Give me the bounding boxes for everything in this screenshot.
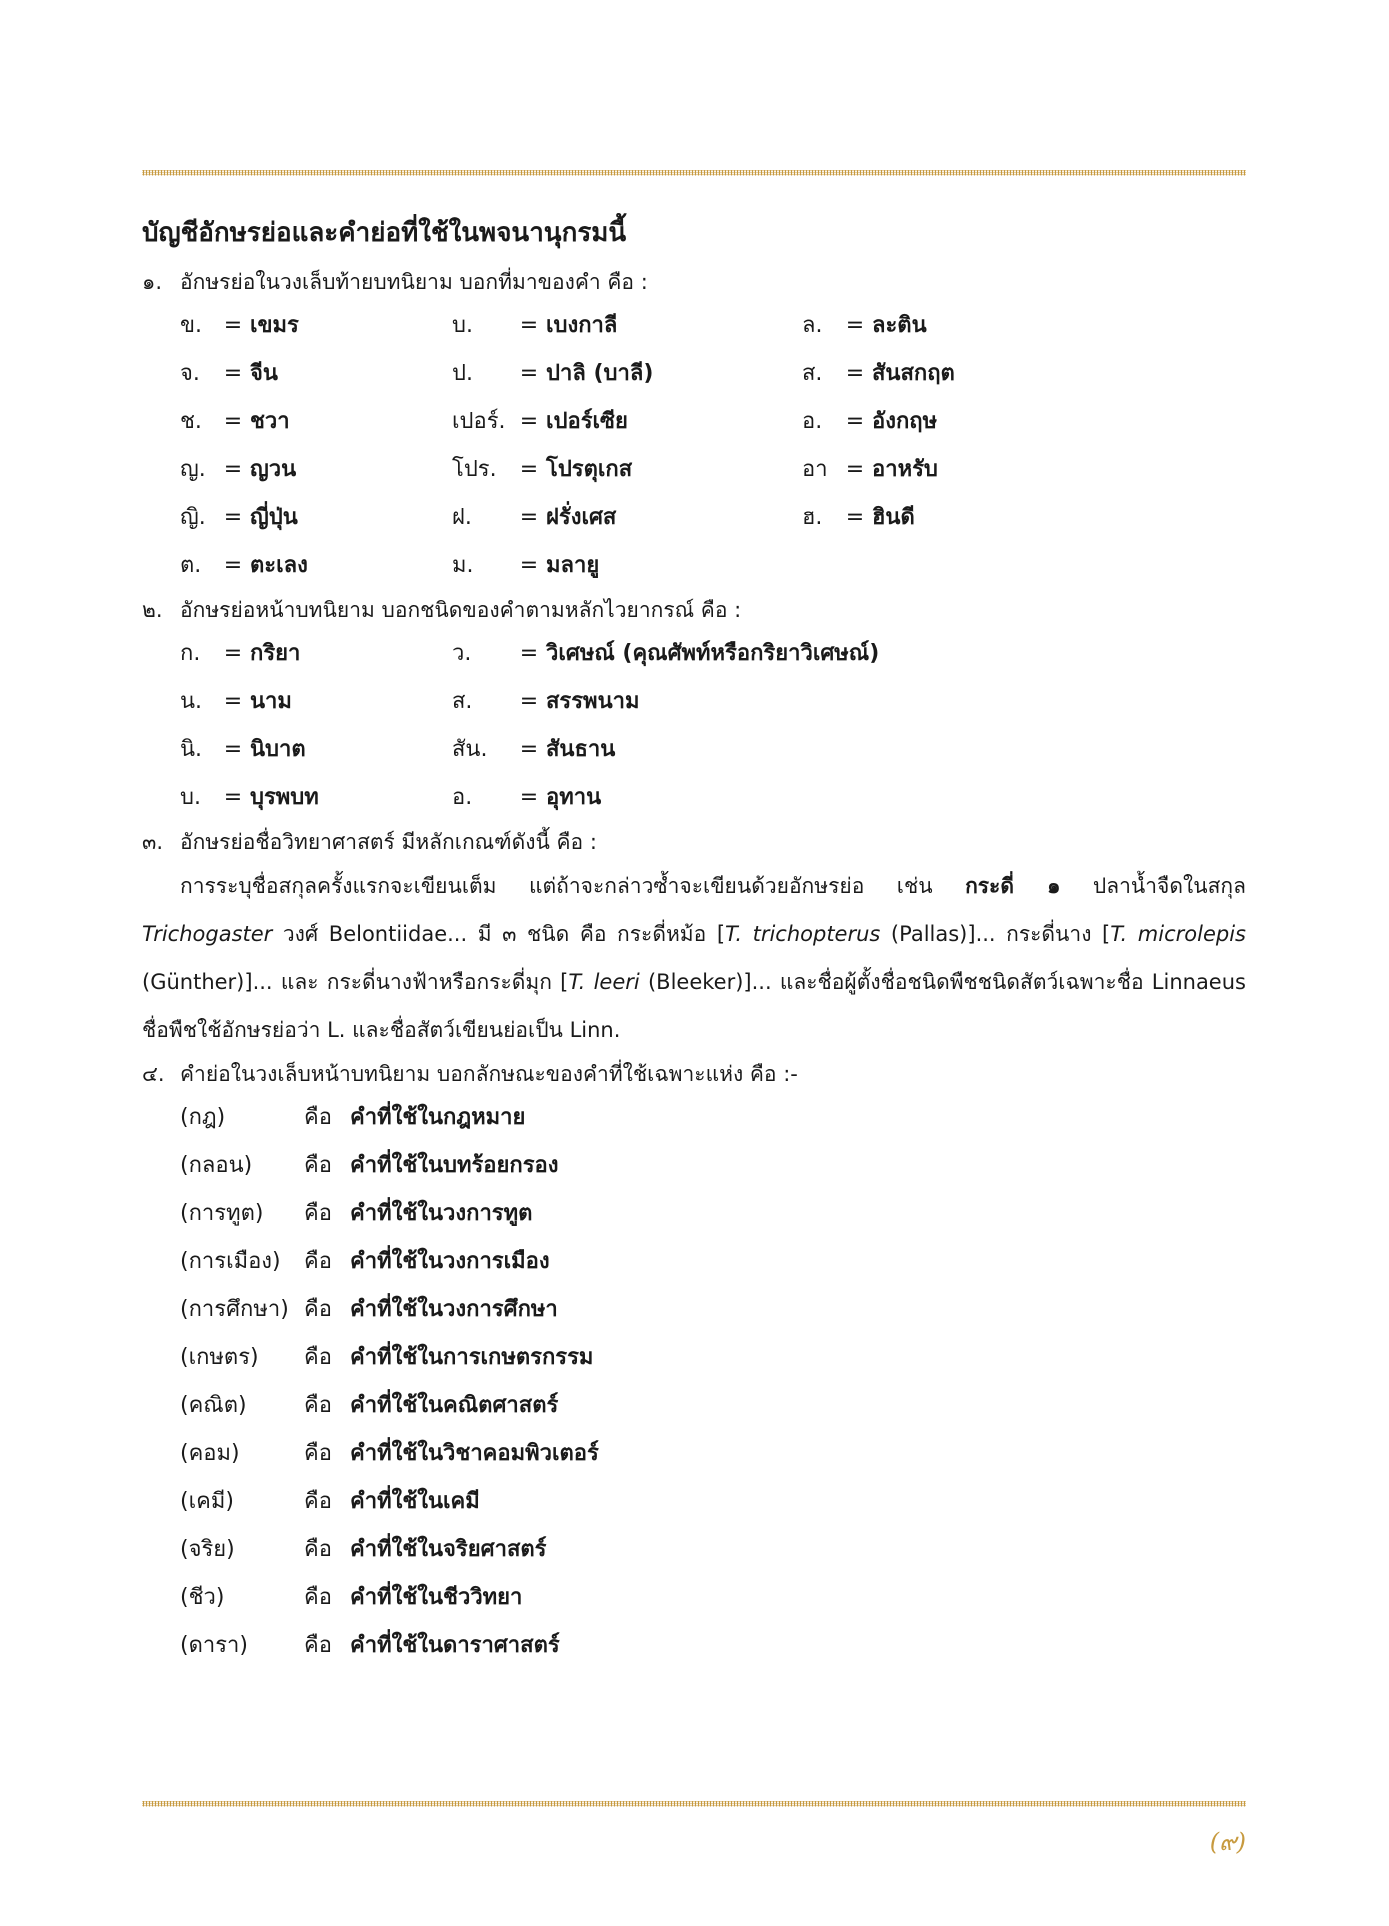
equals-sign: = [223, 737, 243, 762]
abbreviation-entry [802, 302, 927, 350]
full-term: สันธาน [546, 737, 616, 762]
bottom-dotted-rule [142, 1801, 1246, 1808]
full-term: โปรตุเกส [546, 457, 633, 482]
usage-meaning: คำที่ใช้ในวงการทูต [350, 1201, 533, 1226]
abbreviation-entry [180, 678, 292, 726]
full-term: นิบาต [250, 737, 306, 762]
abbreviation: อ. [452, 785, 473, 810]
equals-sign: = [519, 313, 539, 338]
abbreviation-entry [180, 398, 290, 446]
example-word: กระดี่ ๑ [965, 874, 1061, 898]
kue-word: คือ [304, 1153, 332, 1178]
abbreviation: ส. [452, 689, 473, 714]
equals-sign: = [845, 361, 865, 386]
usage-meaning: คำที่ใช้ในดาราศาสตร์ [350, 1633, 560, 1658]
abbreviation-row [142, 542, 1246, 590]
usage-abbreviation: (คอม) [180, 1441, 240, 1466]
kue-word: คือ [304, 1345, 332, 1370]
abbreviation: ช. [180, 409, 202, 434]
abbreviation-row [142, 678, 1246, 726]
full-term: ละติน [872, 313, 927, 338]
full-term: ปาลิ (บาลี) [546, 361, 654, 386]
abbreviation-row [142, 494, 1246, 542]
abbreviation-entry [802, 398, 937, 446]
usage-abbreviation: (ดารา) [180, 1633, 248, 1658]
usage-meaning: คำที่ใช้ในวิชาคอมพิวเตอร์ [350, 1441, 599, 1466]
abbreviation: ว. [452, 641, 472, 666]
usage-meaning: คำที่ใช้ในคณิตศาสตร์ [350, 1393, 559, 1418]
full-term: วิเศษณ์ (คุณศัพท์หรือกริยาวิเศษณ์) [546, 641, 880, 666]
usage-abbreviation: (การเมือง) [180, 1249, 281, 1274]
usage-label-row [142, 1382, 1246, 1430]
equals-sign: = [519, 409, 539, 434]
paragraph-text: (Pallas)]... กระดี่นาง [ [890, 922, 1111, 946]
abbreviation: ญ. [180, 457, 206, 482]
abbreviation: ก. [180, 641, 201, 666]
usage-abbreviation: (กฎ) [180, 1105, 226, 1130]
usage-abbreviation: (คณิต) [180, 1393, 247, 1418]
full-term: ฮินดี [872, 505, 915, 530]
full-term: สรรพนาม [546, 689, 640, 714]
usage-meaning: คำที่ใช้ในกฎหมาย [350, 1105, 526, 1130]
full-term: สันสกฤต [872, 361, 955, 386]
paragraph-text: ปลาน้ำจืดในสกุล [1092, 874, 1246, 898]
usage-label-row [142, 1478, 1246, 1526]
usage-abbreviation: (ชีว) [180, 1585, 225, 1610]
abbreviation-entry [452, 446, 632, 494]
paragraph-text: (Bleeker)]... และชื่อผู้ตั้งชื่อชนิดพืชชนิดสัตว์เฉพาะชื่อ Linnaeus ชื่อพืชใช้อักษรย่อว่า L. และชื่อสัตว์เขียนย่อเป็น Linn. [142, 970, 1246, 1042]
equals-sign: = [223, 361, 243, 386]
full-term: อังกฤษ [872, 409, 938, 434]
species-name: T. microlepis [1110, 922, 1246, 946]
abbreviation: บ. [180, 785, 201, 810]
equals-sign: = [519, 553, 539, 578]
section-number: ๑. [142, 270, 163, 294]
section-heading-text: คำย่อในวงเล็บหน้าบทนิยาม บอกลักษณะของคำที่ใช้เฉพาะแห่ง คือ :- [180, 1062, 798, 1086]
kue-word: คือ [304, 1489, 332, 1514]
abbreviation: ฮ. [802, 505, 823, 530]
usage-label-row [142, 1142, 1246, 1190]
abbreviation-entry [180, 446, 296, 494]
usage-meaning: คำที่ใช้ในวงการศึกษา [350, 1297, 558, 1322]
equals-sign: = [223, 313, 243, 338]
usage-abbreviation: (จริย) [180, 1537, 235, 1562]
usage-label-row [142, 1526, 1246, 1574]
full-term: เบงกาลี [546, 313, 618, 338]
equals-sign: = [223, 689, 243, 714]
equals-sign: = [845, 409, 865, 434]
kue-word: คือ [304, 1441, 332, 1466]
full-term: ญี่ปุ่น [250, 505, 298, 530]
abbreviation: สัน. [452, 737, 488, 762]
abbreviation-row [142, 446, 1246, 494]
usage-meaning: คำที่ใช้ในชีววิทยา [350, 1585, 523, 1610]
usage-label-row [142, 1574, 1246, 1622]
abbreviation-entry [180, 726, 306, 774]
abbreviation: ล. [802, 313, 823, 338]
abbreviation: เปอร์. [452, 409, 506, 434]
equals-sign: = [519, 641, 539, 666]
abbreviation-entry [452, 678, 639, 726]
section-heading-text: อักษรย่อชื่อวิทยาศาสตร์ มีหลักเกณฑ์ดังนี้ คือ : [180, 830, 597, 854]
equals-sign: = [223, 457, 243, 482]
section-4-heading [142, 1054, 1246, 1094]
abbreviation-entry [452, 542, 599, 590]
abbreviation: โปร. [452, 457, 497, 482]
kue-word: คือ [304, 1201, 332, 1226]
section-2-heading [142, 590, 1246, 630]
full-term: มลายู [546, 553, 600, 578]
page-content [142, 212, 1246, 1670]
abbreviation-row [142, 398, 1246, 446]
top-dotted-rule [142, 170, 1246, 177]
full-term: ญวน [250, 457, 297, 482]
abbreviation-entry [452, 350, 653, 398]
abbreviation-entry [452, 630, 879, 678]
kue-word: คือ [304, 1105, 332, 1130]
usage-meaning: คำที่ใช้ในการเกษตรกรรม [350, 1345, 594, 1370]
abbreviation-entry [802, 446, 938, 494]
abbreviation: ญิ. [180, 505, 206, 530]
full-term: เปอร์เซีย [546, 409, 628, 434]
abbreviation-entry [180, 542, 308, 590]
usage-label-row [142, 1430, 1246, 1478]
full-term: เขมร [250, 313, 299, 338]
kue-word: คือ [304, 1633, 332, 1658]
abbreviation: น. [180, 689, 203, 714]
usage-meaning: คำที่ใช้ในเคมี [350, 1489, 480, 1514]
full-term: อาหรับ [872, 457, 938, 482]
usage-label-row [142, 1286, 1246, 1334]
kue-word: คือ [304, 1537, 332, 1562]
equals-sign: = [519, 737, 539, 762]
usage-meaning: คำที่ใช้ในบทร้อยกรอง [350, 1153, 559, 1178]
section-number: ๓. [142, 830, 164, 854]
abbreviation: อ. [802, 409, 823, 434]
full-term: กริยา [250, 641, 301, 666]
abbreviation-entry [452, 726, 615, 774]
abbreviation: ส. [802, 361, 823, 386]
abbreviation-entry [180, 630, 300, 678]
usage-abbreviation: (เคมี) [180, 1489, 234, 1514]
usage-meaning: คำที่ใช้ในวงการเมือง [350, 1249, 550, 1274]
usage-label-row [142, 1094, 1246, 1142]
section-number: ๒. [142, 598, 163, 622]
abbreviation-entry [452, 494, 616, 542]
usage-abbreviation: (การทูต) [180, 1201, 264, 1226]
paragraph-text: การระบุชื่อสกุลครั้งแรกจะเขียนเต็ม แต่ถ้าจะกล่าวซ้ำจะเขียนด้วยอักษรย่อ เช่น [180, 874, 933, 898]
abbreviation-entry [452, 398, 628, 446]
usage-label-row [142, 1238, 1246, 1286]
equals-sign: = [223, 409, 243, 434]
equals-sign: = [223, 553, 243, 578]
equals-sign: = [519, 457, 539, 482]
section-1-table [142, 302, 1246, 590]
section-3-heading [142, 822, 1246, 862]
genus-name: Trichogaster [142, 922, 273, 946]
section-heading-text: อักษรย่อหน้าบทนิยาม บอกชนิดของคำตามหลักไวยากรณ์ คือ : [180, 598, 742, 622]
usage-abbreviation: (เกษตร) [180, 1345, 259, 1370]
abbreviation: จ. [180, 361, 200, 386]
species-name: T. trichopterus [725, 922, 881, 946]
usage-label-row [142, 1622, 1246, 1670]
paragraph-text: วงศ์ Belontiidae... มี ๓ ชนิด คือ กระดี่หม้อ [ [282, 922, 726, 946]
equals-sign: = [845, 313, 865, 338]
equals-sign: = [845, 457, 865, 482]
abbreviation-entry [452, 774, 601, 822]
abbreviation: บ. [452, 313, 473, 338]
abbreviation: ต. [180, 553, 202, 578]
full-term: ฝรั่งเศส [546, 505, 617, 530]
section-4-list [142, 1094, 1246, 1670]
section-1-heading [142, 262, 1246, 302]
page-title: บัญชีอักษรย่อและคำย่อที่ใช้ในพจนานุกรมนี้ [142, 218, 627, 248]
abbreviation-row [142, 726, 1246, 774]
abbreviation-row [142, 350, 1246, 398]
section-heading-text: อักษรย่อในวงเล็บท้ายบทนิยาม บอกที่มาของคำ คือ : [180, 270, 648, 294]
equals-sign: = [519, 689, 539, 714]
usage-meaning: คำที่ใช้ในจริยศาสตร์ [350, 1537, 547, 1562]
full-term: อุทาน [546, 785, 602, 810]
abbreviation-row [142, 302, 1246, 350]
equals-sign: = [223, 505, 243, 530]
abbreviation-row [142, 774, 1246, 822]
usage-label-row [142, 1334, 1246, 1382]
usage-abbreviation: (การศึกษา) [180, 1297, 289, 1322]
full-term: ตะเลง [250, 553, 308, 578]
equals-sign: = [845, 505, 865, 530]
kue-word: คือ [304, 1585, 332, 1610]
equals-sign: = [223, 641, 243, 666]
abbreviation: นิ. [180, 737, 203, 762]
abbreviation-entry [180, 494, 298, 542]
abbreviation-entry [802, 494, 915, 542]
equals-sign: = [519, 361, 539, 386]
abbreviation: ข. [180, 313, 203, 338]
abbreviation-entry [180, 302, 299, 350]
equals-sign: = [223, 785, 243, 810]
species-name: T. leeri [568, 970, 640, 994]
kue-word: คือ [304, 1393, 332, 1418]
abbreviation-entry [180, 774, 319, 822]
equals-sign: = [519, 505, 539, 530]
section-number: ๔. [142, 1062, 165, 1086]
abbreviation: อา [802, 457, 828, 482]
usage-abbreviation: (กลอน) [180, 1153, 253, 1178]
abbreviation-entry [802, 350, 955, 398]
abbreviation-entry [180, 350, 278, 398]
abbreviation-row [142, 630, 1246, 678]
section-3-paragraph [142, 862, 1246, 1054]
abbreviation: ฝ. [452, 505, 472, 530]
page-number: (๙) [1209, 1828, 1246, 1856]
abbreviation-entry [452, 302, 617, 350]
full-term: นาม [250, 689, 292, 714]
section-2-table [142, 630, 1246, 822]
abbreviation: ม. [452, 553, 474, 578]
kue-word: คือ [304, 1297, 332, 1322]
full-term: ชวา [250, 409, 290, 434]
usage-label-row [142, 1190, 1246, 1238]
kue-word: คือ [304, 1249, 332, 1274]
abbreviation: ป. [452, 361, 473, 386]
full-term: บุรพบท [250, 785, 319, 810]
equals-sign: = [519, 785, 539, 810]
full-term: จีน [250, 361, 278, 386]
paragraph-text: (Günther)]... และ กระดี่นางฟ้าหรือกระดี่มุก [ [142, 970, 569, 994]
